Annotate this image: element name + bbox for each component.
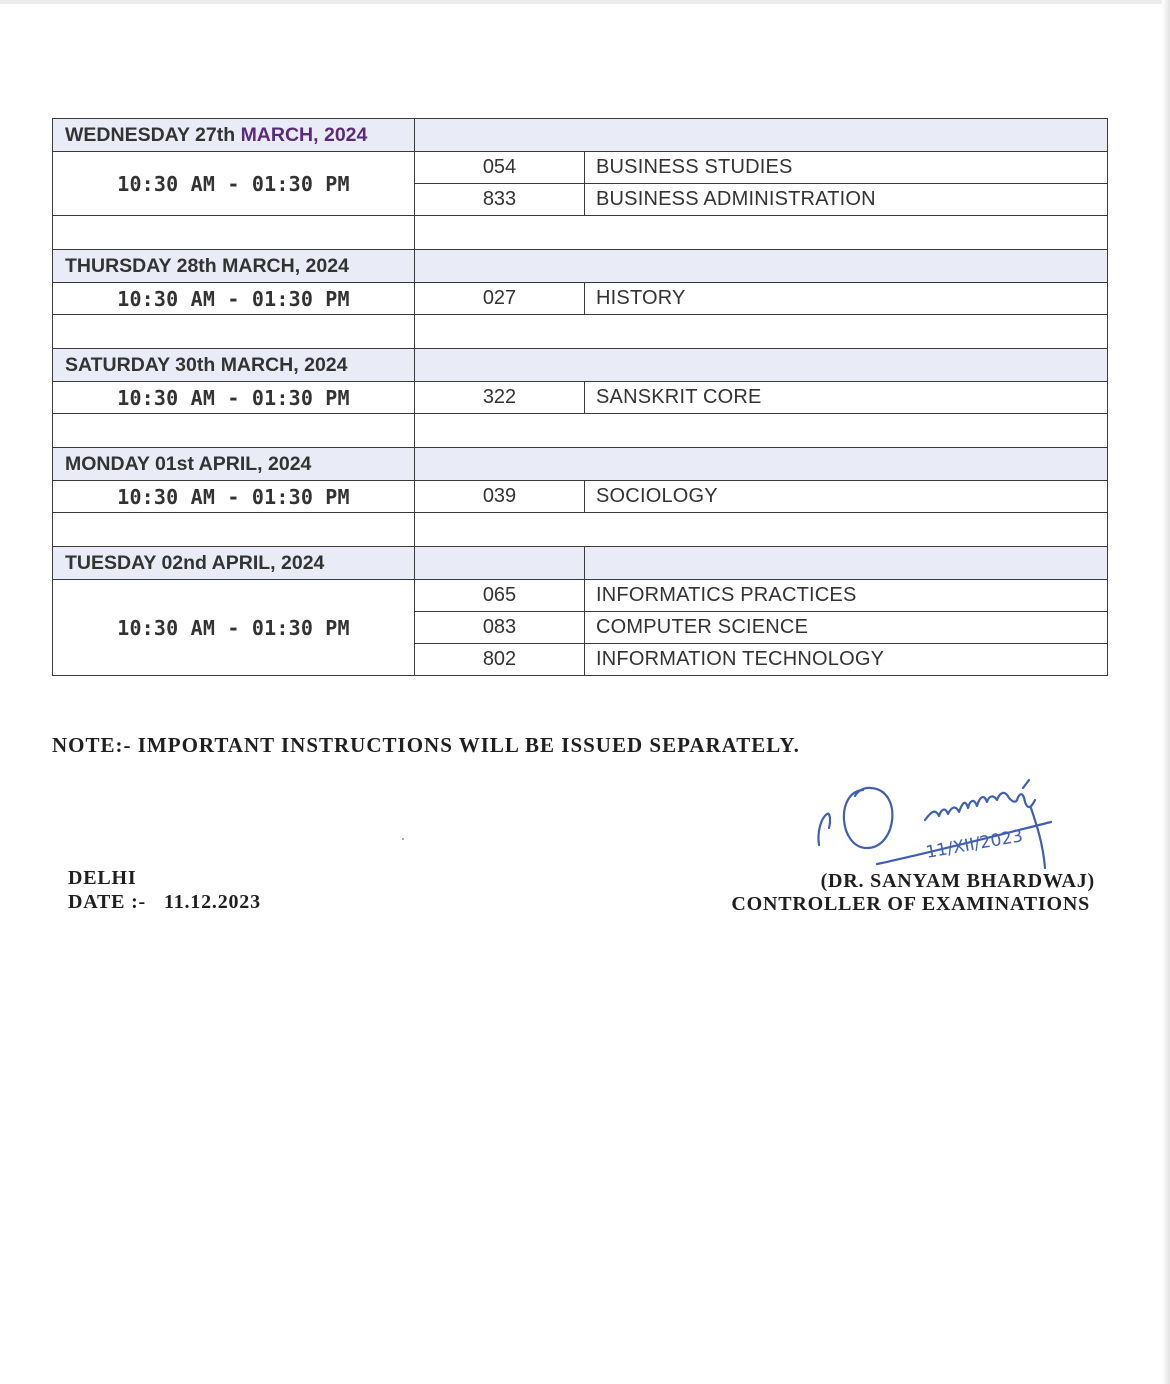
spacer-row <box>53 513 1108 547</box>
signatory-title: CONTROLLER OF EXAMINATIONS <box>731 893 1090 915</box>
subject-row <box>53 283 1108 315</box>
day-month-year: MARCH, 2024 <box>220 353 348 376</box>
subject-code: 054 <box>415 152 585 184</box>
subject-name: HISTORY <box>585 283 1108 315</box>
subject-code: 027 <box>415 283 585 315</box>
subject-row <box>53 382 1108 414</box>
day-date: MONDAY 01st APRIL, 2024 <box>53 448 415 481</box>
issue-date <box>68 891 261 914</box>
subject-name: BUSINESS STUDIES <box>585 152 1108 184</box>
exam-time: 10:30 AM - 01:30 PM <box>53 283 415 315</box>
signatory-name: (DR. SANYAM BHARDWAJ) <box>820 870 1095 892</box>
date-value: 11.12.2023 <box>164 891 261 913</box>
page-top-edge <box>0 0 1170 4</box>
exam-time: 10:30 AM - 01:30 PM <box>53 580 415 676</box>
subject-name: INFORMATICS PRACTICES <box>585 580 1108 612</box>
subject-name: BUSINESS ADMINISTRATION <box>585 184 1108 216</box>
day-header-row <box>53 547 1108 580</box>
day-date: TUESDAY 02nd APRIL, 2024 <box>53 547 415 580</box>
spacer-row <box>53 414 1108 448</box>
place: DELHI <box>68 867 137 889</box>
subject-code: 322 <box>415 382 585 414</box>
day-header-row <box>53 119 1108 152</box>
subject-name: COMPUTER SCIENCE <box>585 612 1108 644</box>
page-right-edge <box>1162 0 1170 1384</box>
exam-schedule-table <box>52 118 1108 676</box>
spacer-row <box>53 216 1108 250</box>
important-note: NOTE:- IMPORTANT INSTRUCTIONS WILL BE ISSUED SEPARATELY. <box>52 733 800 757</box>
exam-time: 10:30 AM - 01:30 PM <box>53 152 415 216</box>
signature-date: 11/XII/2023 <box>924 826 1025 863</box>
subject-name: INFORMATION TECHNOLOGY <box>585 644 1108 676</box>
day-header-row <box>53 448 1108 481</box>
subject-code: 083 <box>415 612 585 644</box>
subject-code: 833 <box>415 184 585 216</box>
exam-time: 10:30 AM - 01:30 PM <box>53 382 415 414</box>
subject-name: SANSKRIT CORE <box>585 382 1108 414</box>
subject-code: 039 <box>415 481 585 513</box>
subject-code: 802 <box>415 644 585 676</box>
scan-speck <box>402 838 404 840</box>
exam-time: 10:30 AM - 01:30 PM <box>53 481 415 513</box>
day-header-row <box>53 250 1108 283</box>
signature-image <box>805 770 1065 880</box>
subject-name: SOCIOLOGY <box>585 481 1108 513</box>
day-date: WEDNESDAY 27th MARCH, 2024 <box>53 119 415 152</box>
day-month-year: MARCH, 2024 <box>222 254 349 277</box>
subject-code: 065 <box>415 580 585 612</box>
subject-row <box>53 580 1108 612</box>
day-date: THURSDAY 28th MARCH, 2024 <box>53 250 415 283</box>
day-month-year: APRIL, 2024 <box>198 452 312 475</box>
day-date: SATURDAY 30th MARCH, 2024 <box>53 349 415 382</box>
subject-row <box>53 152 1108 184</box>
day-month-year: APRIL, 2024 <box>211 551 325 574</box>
spacer-row <box>53 315 1108 349</box>
subject-row <box>53 481 1108 513</box>
date-label: DATE :- <box>68 891 147 913</box>
day-header-row <box>53 349 1108 382</box>
day-month-year: MARCH, 2024 <box>240 123 368 146</box>
